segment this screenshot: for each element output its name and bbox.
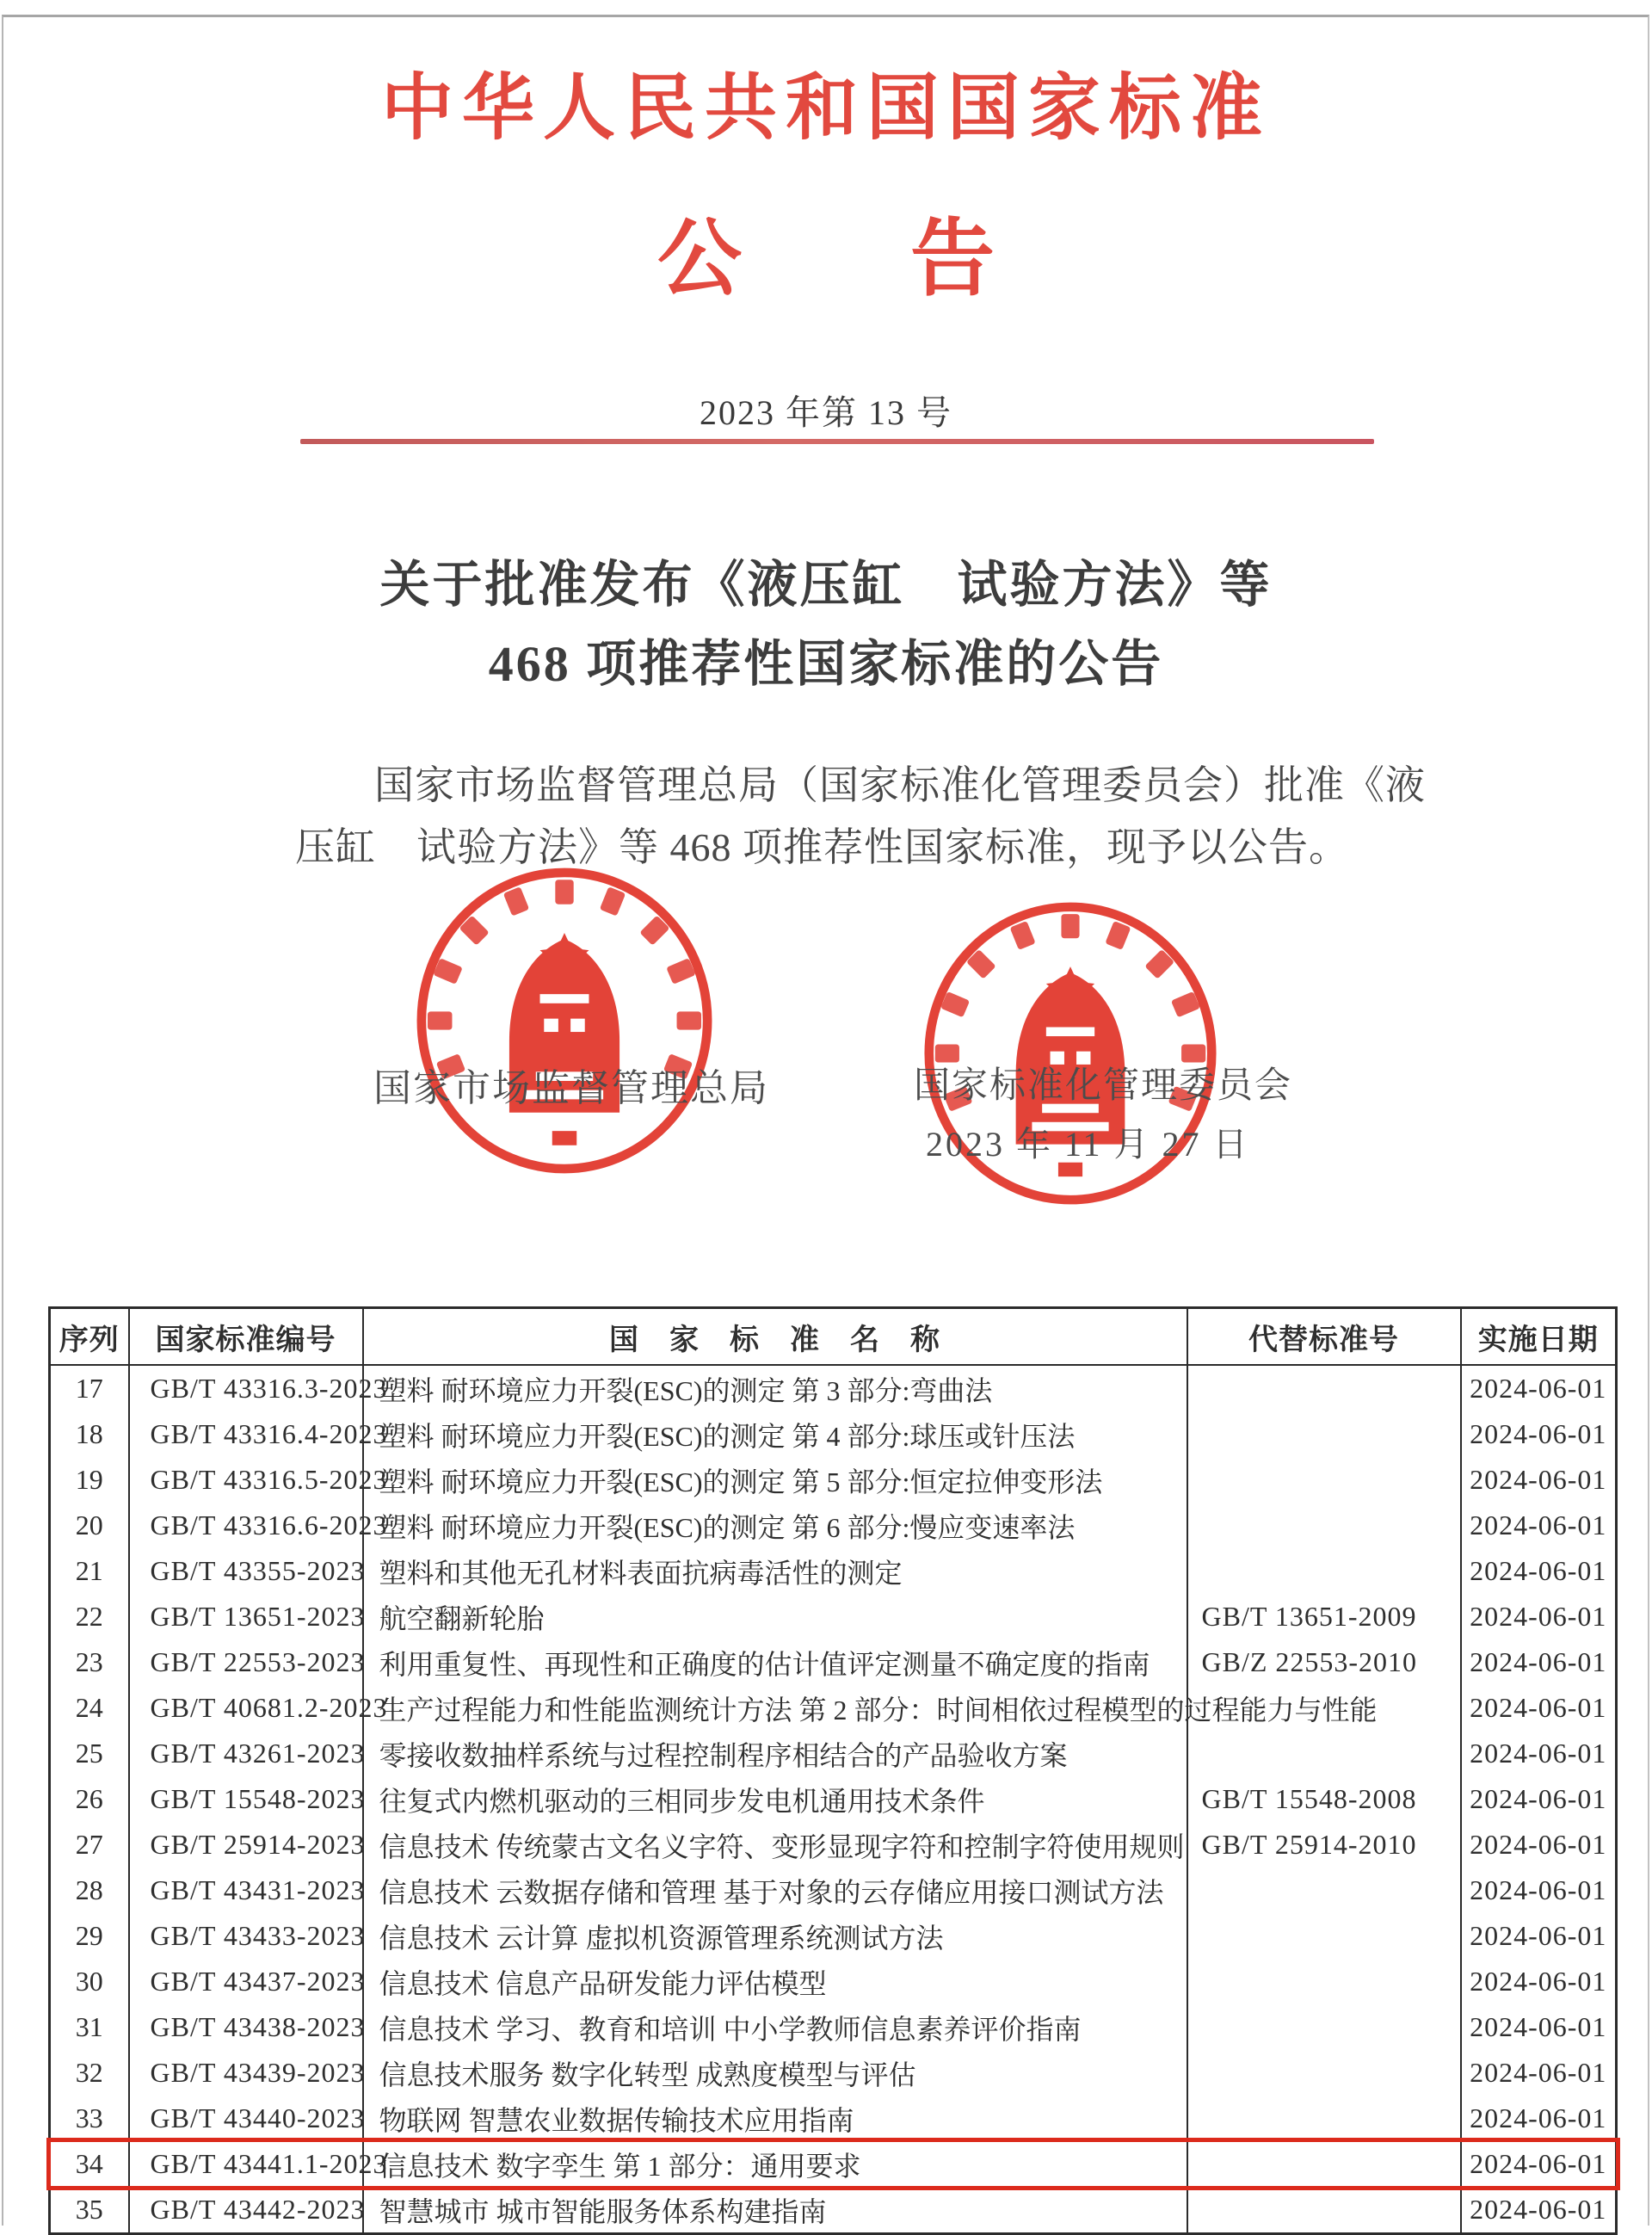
- cell-name: 信息技术 信息产品研发能力评估模型: [363, 1959, 1187, 2004]
- cell-name: 塑料 耐环境应力开裂(ESC)的测定 第 6 部分:慢应变速率法: [363, 1503, 1187, 1548]
- header-name: 国 家 标 准 名 称: [363, 1308, 1187, 1366]
- cell-date: 2024-06-01: [1461, 1548, 1617, 1594]
- cell-name: 信息技术 云计算 虚拟机资源管理系统测试方法: [363, 1913, 1187, 1959]
- table-row: [50, 1594, 1617, 1639]
- cell-date: 2024-06-01: [1461, 1594, 1617, 1639]
- cell-code: GB/T 43440-2023: [129, 2096, 363, 2141]
- cell-date: 2024-06-01: [1461, 1959, 1617, 2004]
- table-row: [50, 1503, 1617, 1548]
- cell-seq: 34: [50, 2141, 129, 2187]
- table-row: [50, 1457, 1617, 1503]
- cell-replaces: [1187, 1913, 1461, 1959]
- cell-replaces: [1187, 1365, 1461, 1411]
- cell-code: GB/T 43431-2023: [129, 1868, 363, 1913]
- cell-date: 2024-06-01: [1461, 1685, 1617, 1731]
- cell-replaces: GB/T 13651-2009: [1187, 1594, 1461, 1639]
- cell-code: GB/T 43316.5-2023: [129, 1457, 363, 1503]
- cell-name: 信息技术 数字孪生 第 1 部分：通用要求: [363, 2141, 1187, 2187]
- cell-name: 信息技术服务 数字化转型 成熟度模型与评估: [363, 2050, 1187, 2096]
- table-row: [50, 2004, 1617, 2050]
- cell-code: GB/T 43442-2023: [129, 2187, 363, 2234]
- cell-seq: 20: [50, 1503, 129, 1548]
- table-header-row: [50, 1308, 1617, 1366]
- cell-name: 零接收数抽样系统与过程控制程序相结合的产品验收方案: [363, 1731, 1187, 1776]
- cell-date: 2024-06-01: [1461, 2096, 1617, 2141]
- table-row: [50, 1411, 1617, 1457]
- cell-replaces: [1187, 1868, 1461, 1913]
- table-row: [50, 2050, 1617, 2096]
- cell-seq: 17: [50, 1365, 129, 1411]
- cell-seq: 32: [50, 2050, 129, 2096]
- red-divider-line: [300, 439, 1374, 444]
- cell-date: 2024-06-01: [1461, 1731, 1617, 1776]
- cell-date: 2024-06-01: [1461, 1776, 1617, 1822]
- cell-replaces: [1187, 2187, 1461, 2234]
- cell-code: GB/T 43316.4-2023: [129, 1411, 363, 1457]
- cell-seq: 23: [50, 1639, 129, 1685]
- cell-replaces: [1187, 2050, 1461, 2096]
- announcement-date: 2023 年 11 月 27 日: [926, 1125, 1250, 1164]
- cell-name: 塑料 耐环境应力开裂(ESC)的测定 第 5 部分:恒定拉伸变形法: [363, 1457, 1187, 1503]
- cell-code: GB/T 43438-2023: [129, 2004, 363, 2050]
- cell-date: 2024-06-01: [1461, 1868, 1617, 1913]
- cell-code: GB/T 13651-2023: [129, 1594, 363, 1639]
- cell-date: 2024-06-01: [1461, 1411, 1617, 1457]
- announcement-body-line2: 压缸 试验方法》等 468 项推荐性国家标准，现予以公告。: [295, 825, 1349, 869]
- cell-name: 航空翻新轮胎: [363, 1594, 1187, 1639]
- cell-replaces: [1187, 2004, 1461, 2050]
- table-row: [50, 1913, 1617, 1959]
- announcement-body-line1: 国家市场监督管理总局（国家标准化管理委员会）批准《液: [374, 763, 1426, 807]
- cell-replaces: [1187, 1457, 1461, 1503]
- cell-name: 信息技术 云数据存储和管理 基于对象的云存储应用接口测试方法: [363, 1868, 1187, 1913]
- document-subtitle: 公 告: [656, 213, 995, 306]
- cell-name: 塑料 耐环境应力开裂(ESC)的测定 第 3 部分:弯曲法: [363, 1365, 1187, 1411]
- cell-seq: 33: [50, 2096, 129, 2141]
- cell-seq: 26: [50, 1776, 129, 1822]
- cell-date: 2024-06-01: [1461, 1457, 1617, 1503]
- table-row: [50, 2096, 1617, 2141]
- right-agency-name: 国家标准化管理委员会: [914, 1066, 1293, 1106]
- cell-name: 信息技术 传统蒙古文名义字符、变形显现字符和控制字符使用规则: [363, 1822, 1187, 1868]
- cell-seq: 24: [50, 1685, 129, 1731]
- cell-code: GB/T 15548-2023: [129, 1776, 363, 1822]
- cell-replaces: [1187, 2141, 1461, 2187]
- cell-replaces: [1187, 1548, 1461, 1594]
- cell-date: 2024-06-01: [1461, 1913, 1617, 1959]
- table-row: [50, 1731, 1617, 1776]
- cell-name: 智慧城市 城市智能服务体系构建指南: [363, 2187, 1187, 2234]
- header-date: 实施日期: [1461, 1308, 1617, 1366]
- table-row: [50, 1959, 1617, 2004]
- cell-code: GB/T 40681.2-2023: [129, 1685, 363, 1731]
- cell-name: 往复式内燃机驱动的三相同步发电机通用技术条件: [363, 1776, 1187, 1822]
- document-title: 中华人民共和国国家标准: [380, 69, 1271, 149]
- cell-seq: 31: [50, 2004, 129, 2050]
- cell-date: 2024-06-01: [1461, 2141, 1617, 2187]
- cell-seq: 35: [50, 2187, 129, 2234]
- table-row-highlighted: [50, 2141, 1617, 2187]
- cell-name: 信息技术 学习、教育和培训 中小学教师信息素养评价指南: [363, 2004, 1187, 2050]
- cell-date: 2024-06-01: [1461, 1365, 1617, 1411]
- cell-code: GB/T 43316.6-2023: [129, 1503, 363, 1548]
- header-code: 国家标准编号: [129, 1308, 363, 1366]
- table-row: [50, 1868, 1617, 1913]
- cell-seq: 21: [50, 1548, 129, 1594]
- cell-code: GB/T 43439-2023: [129, 2050, 363, 2096]
- cell-seq: 29: [50, 1913, 129, 1959]
- cell-code: GB/T 43433-2023: [129, 1913, 363, 1959]
- cell-date: 2024-06-01: [1461, 1503, 1617, 1548]
- cell-name: 生产过程能力和性能监测统计方法 第 2 部分：时间相依过程模型的过程能力与性能: [363, 1685, 1187, 1731]
- announcement-heading-line1: 关于批准发布《液压缸 试验方法》等: [379, 557, 1273, 613]
- cell-replaces: [1187, 1503, 1461, 1548]
- table-row: [50, 1822, 1617, 1868]
- cell-seq: 27: [50, 1822, 129, 1868]
- cell-replaces: [1187, 1731, 1461, 1776]
- cell-replaces: GB/T 25914-2010: [1187, 1822, 1461, 1868]
- cell-code: GB/T 43261-2023: [129, 1731, 363, 1776]
- cell-replaces: [1187, 2096, 1461, 2141]
- cell-seq: 28: [50, 1868, 129, 1913]
- cell-seq: 25: [50, 1731, 129, 1776]
- table-row: [50, 1365, 1617, 1411]
- cell-name: 利用重复性、再现性和正确度的估计值评定测量不确定度的指南: [363, 1639, 1187, 1685]
- cell-date: 2024-06-01: [1461, 1822, 1617, 1868]
- announcement-heading-line2: 468 项推荐性国家标准的公告: [488, 636, 1164, 692]
- cell-code: GB/T 43316.3-2023: [129, 1365, 363, 1411]
- table-row: [50, 2187, 1617, 2234]
- table-row: [50, 1776, 1617, 1822]
- cell-seq: 18: [50, 1411, 129, 1457]
- standards-table: [48, 1306, 1618, 2235]
- cell-code: GB/T 22553-2023: [129, 1639, 363, 1685]
- issue-number: 2023 年第 13 号: [700, 393, 952, 432]
- cell-name: 物联网 智慧农业数据传输技术应用指南: [363, 2096, 1187, 2141]
- cell-name: 塑料和其他无孔材料表面抗病毒活性的测定: [363, 1548, 1187, 1594]
- cell-seq: 30: [50, 1959, 129, 2004]
- cell-replaces: GB/T 15548-2008: [1187, 1776, 1461, 1822]
- header-seq: 序列: [50, 1308, 129, 1366]
- cell-name: 塑料 耐环境应力开裂(ESC)的测定 第 4 部分:球压或针压法: [363, 1411, 1187, 1457]
- table-row: [50, 1548, 1617, 1594]
- official-seal-left-icon: [411, 867, 718, 1174]
- cell-code: GB/T 43355-2023: [129, 1548, 363, 1594]
- cell-date: 2024-06-01: [1461, 1639, 1617, 1685]
- table-row: [50, 1639, 1617, 1685]
- cell-code: GB/T 43437-2023: [129, 1959, 363, 2004]
- cell-code: GB/T 25914-2023: [129, 1822, 363, 1868]
- table-row: [50, 1685, 1617, 1731]
- cell-date: 2024-06-01: [1461, 2050, 1617, 2096]
- cell-date: 2024-06-01: [1461, 2187, 1617, 2234]
- header-replaces: 代替标准号: [1187, 1308, 1461, 1366]
- left-agency-name: 国家市场监督管理总局: [373, 1067, 769, 1109]
- cell-replaces: [1187, 1411, 1461, 1457]
- cell-seq: 22: [50, 1594, 129, 1639]
- cell-replaces: GB/Z 22553-2010: [1187, 1639, 1461, 1685]
- cell-replaces: [1187, 1959, 1461, 2004]
- cell-date: 2024-06-01: [1461, 2004, 1617, 2050]
- cell-seq: 19: [50, 1457, 129, 1503]
- cell-code: GB/T 43441.1-2023: [129, 2141, 363, 2187]
